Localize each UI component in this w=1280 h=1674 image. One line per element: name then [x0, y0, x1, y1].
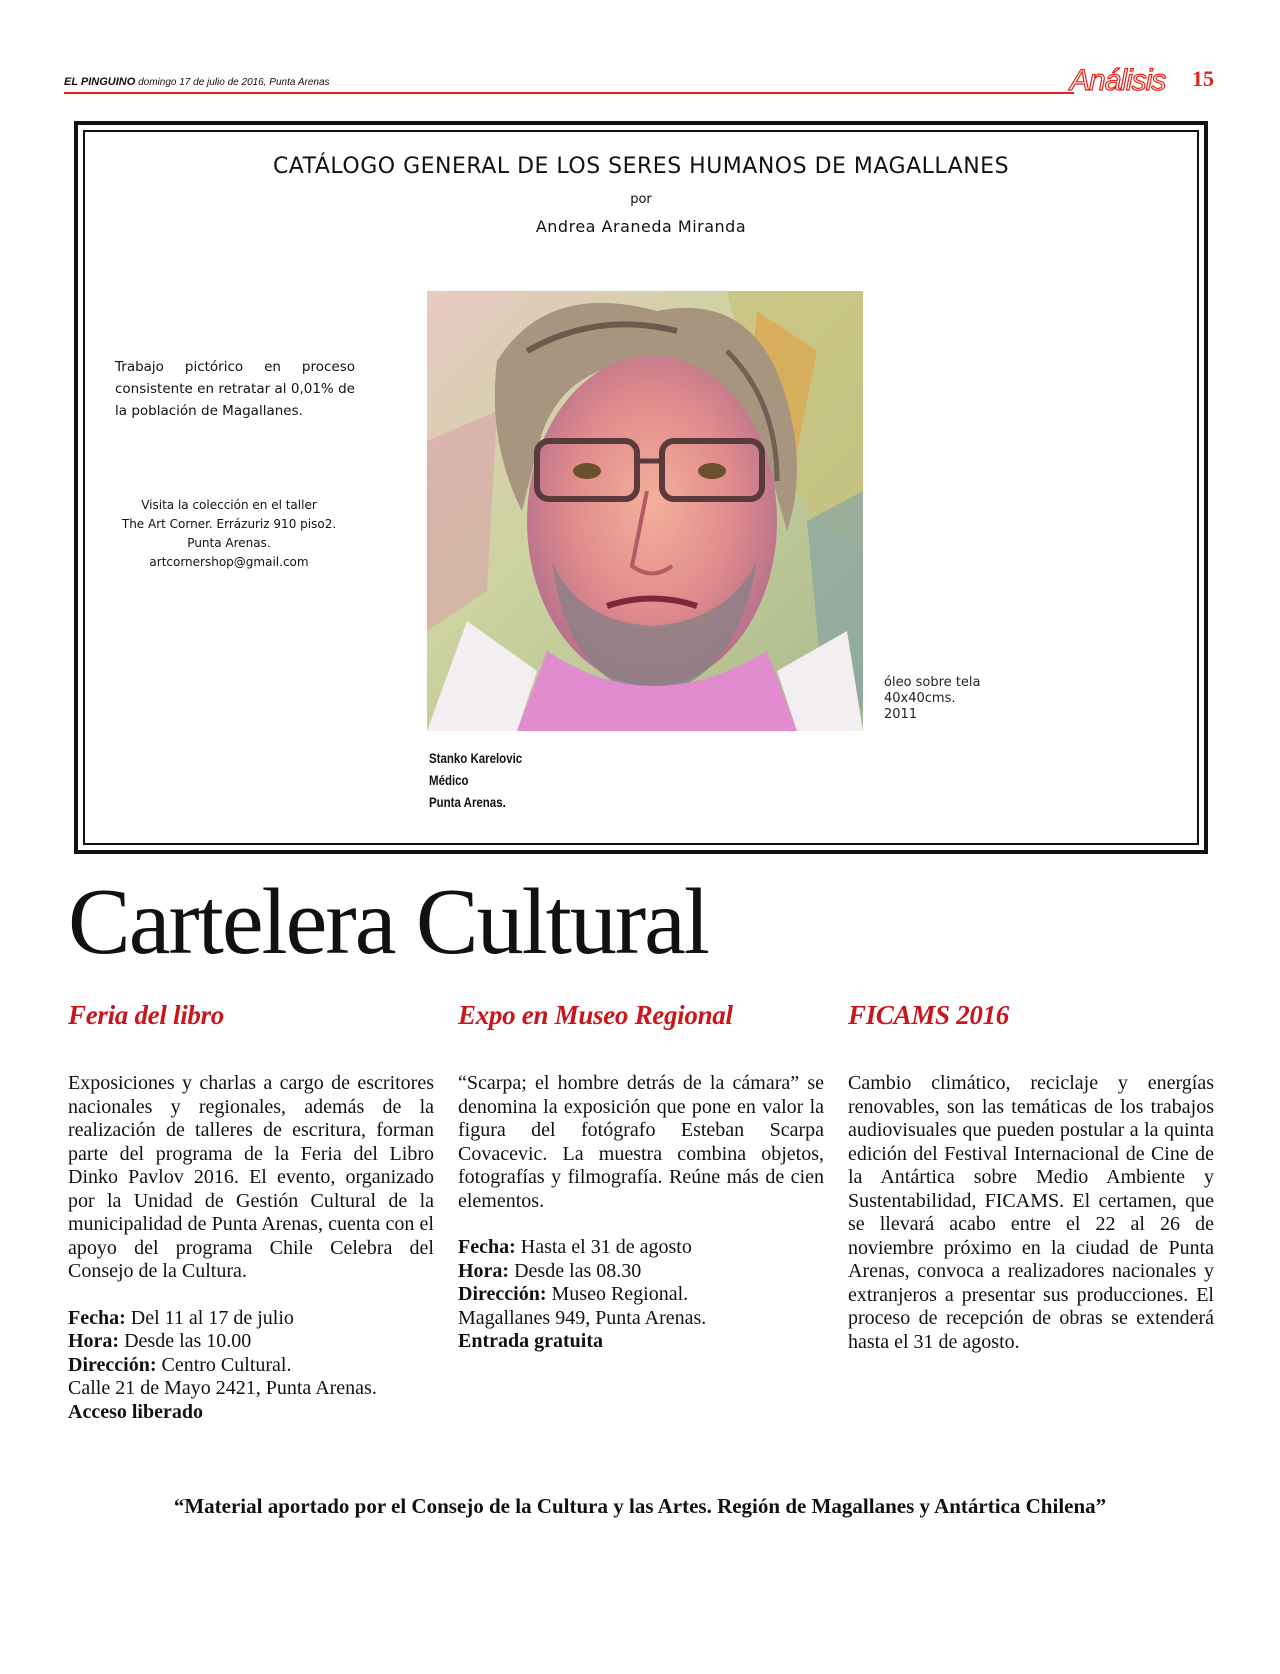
event-info [68, 1307, 434, 1425]
direccion-label: Dirección: [68, 1353, 157, 1376]
event-heading: FICAMS 2016 [848, 1000, 1010, 1030]
access-note: Acceso liberado [68, 1400, 203, 1423]
page-header [64, 66, 1220, 96]
catalog-title: CATÁLOGO GENERAL DE LOS SERES HUMANOS DE MAGALLANES [272, 154, 1010, 179]
event-heading: Feria del libro [68, 1000, 224, 1030]
visit-email: artcornershop@gmail.com [149, 555, 309, 569]
access-note: Entrada gratuita [458, 1330, 603, 1352]
event-body: “Scarpa; el hombre detrás de la cámara” se denomina la exposición que pone en valor la figura del fotógrafo Esteban Scarpa Covacevic. La muestra combina objetos, fotografías y filmografía. Reúne más de cien elementos. [458, 1072, 824, 1212]
visit-info [105, 496, 353, 572]
fecha-value: Del 11 al 17 de julio [125, 1306, 294, 1329]
direccion-value: Museo Regional. [546, 1283, 689, 1305]
catalog-box [74, 121, 1208, 854]
catalog-inner-border [83, 130, 1199, 845]
section-name: Análisis [1070, 64, 1166, 97]
portrait-painting [427, 291, 863, 731]
fecha-label: Fecha: [68, 1306, 126, 1329]
year-line: 2011 [884, 707, 918, 722]
subject-city: Punta Arenas. [429, 794, 506, 810]
hora-value: Desde las 10.00 [119, 1330, 252, 1352]
catalog-by: por [630, 192, 652, 207]
event-column-feria [68, 1000, 434, 1424]
visit-line: The Art Corner. Errázuriz 910 piso2. [121, 517, 337, 531]
catalog-author: Andrea Araneda Miranda [535, 217, 747, 236]
fecha-value: Hasta el 31 de agosto [515, 1236, 692, 1258]
cartelera-title: Cartelera Cultural [68, 870, 708, 974]
footer-credit: “Material aportado por el Consejo de la Cultura y las Artes. Región de Magallanes y Antártica Chilena” [173, 1494, 1107, 1518]
paper-name: EL PINGUINO [64, 76, 136, 88]
date-text: domingo 17 de julio de 2016, Punta Arenas [138, 77, 330, 88]
portrait-image [427, 291, 863, 731]
event-heading: Expo en Museo Regional [458, 1000, 733, 1030]
event-info [458, 1236, 824, 1354]
hora-label: Hora: [68, 1330, 120, 1352]
subject-name: Stanko Karelovic [429, 750, 523, 766]
hora-label: Hora: [458, 1259, 510, 1282]
fecha-label: Fecha: [458, 1236, 516, 1258]
portrait-subject [429, 747, 522, 813]
event-column-museo [458, 1000, 824, 1354]
event-column-ficams [848, 1000, 1214, 1354]
direccion-label: Dirección: [458, 1283, 547, 1305]
dimensions-line: 40x40cms. [884, 691, 956, 706]
visit-line: Visita la colección en el taller [141, 498, 317, 512]
direccion-line2: Calle 21 de Mayo 2421, Punta Arenas. [68, 1377, 377, 1399]
dateline [64, 76, 330, 88]
direccion-line2: Magallanes 949, Punta Arenas. [458, 1306, 707, 1329]
direccion-value: Centro Cultural. [156, 1353, 292, 1376]
catalog-description: Trabajo pictórico en proceso consistente en retratar al 0,01% de la población de Magallanes. [115, 359, 355, 419]
medium-line: óleo sobre tela [884, 675, 981, 690]
event-body: Exposiciones y charlas a cargo de escritores nacionales y regionales, además de la realización de talleres de escritura, forman parte del programa de la Feria del Libro Dinko Pavlov 2016. El evento, organizado por la Unidad de Gestión Cultural de la municipalidad de Punta Arenas, cuenta con el apoyo del programa Chile Celebra del Consejo de la Cultura. [68, 1072, 434, 1282]
hora-value: Desde las 08.30 [509, 1259, 642, 1282]
visit-line: Punta Arenas. [187, 536, 271, 550]
page-number: 15 [1192, 66, 1214, 91]
artwork-medium [884, 675, 981, 723]
event-body: Cambio climático, reciclaje y energías renovables, son las temáticas de los trabajos audiovisuales que pueden postular a la quinta edición del Festival Internacional de Cine de la Antártica sobre Medio Ambiente y Sustentabilidad, FICAMS. El certamen, que se llevará acabo entre el 22 al 26 de noviembre próximo en la ciudad de Punta Arenas, convoca a realizadores nacionales y extranjeros a presentar sus producciones. El proceso de recepción de obras se extenderá hasta el 31 de agosto. [848, 1072, 1214, 1353]
subject-profession: Médico [429, 772, 469, 788]
header-rule [64, 92, 1074, 94]
